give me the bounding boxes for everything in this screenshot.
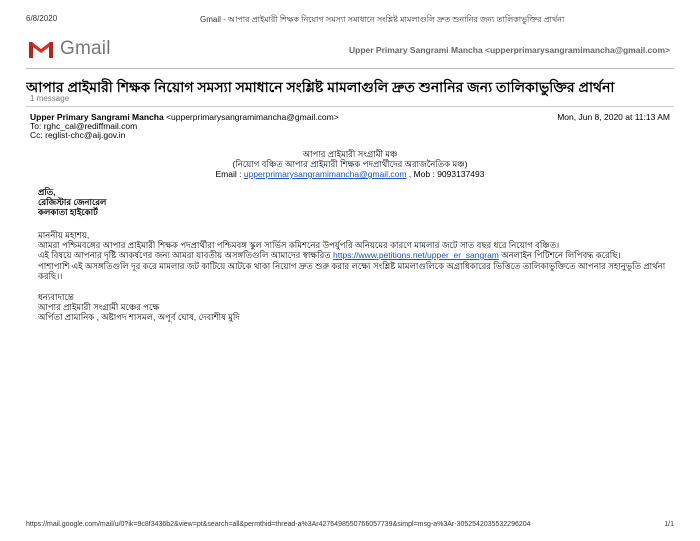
recipient-to: To: rghc_cal@rediffmail.com [30,121,138,131]
org-name: আপার প্রাইমারী সংগ্রামী মঞ্চ [302,149,398,159]
header-divider [26,68,674,69]
account-label: Upper Primary Sangrami Mancha <upperprimarysangramimancha@gmail.com> [348,45,670,55]
recipient-line-1: প্রতি, [38,187,56,197]
gmail-wordmark: Gmail [60,38,111,59]
closing-org: আপার প্রাইমারী সংগ্রামী মঞ্চের পক্ষে [38,302,160,312]
body-line-2-text: এই বিষয়ে আপনার দৃষ্টি আকর্ষণের জন্য আমরা যাবতীয় অসঙ্গতিগুলি আমাদের স্বাক্ষরিত [38,250,334,260]
recipient-line-3: কলকাতা হাইকোর্ট [38,207,98,217]
email-subject: আপার প্রাইমারী শিক্ষক নিয়োগ সমস্যা সমাধানে সংশ্লিষ্ট মামলাগুলি দ্রুত শুনানির জন্য তালিকাভুক্তির প্রার্থনা [26,79,615,95]
org-subtitle: (নিয়োগ বঞ্চিত আপার প্রাইমারী শিক্ষক পদপ্রার্থীদের অরাজনৈতিক মঞ্চ) [232,159,468,169]
org-email-link[interactable]: upperprimarysangramimancha@gmail.com [243,169,407,179]
gmail-logo[interactable] [28,38,111,60]
petition-link[interactable]: https://www.petitions.net/upper_er_sangram [333,250,499,260]
org-mobile: , Mob : 9093137493 [406,169,485,179]
closing-signatories: অর্পিতা প্রামানিক , অষ্টাপদ শাসমল, অপূর্ব ঘোষ, দেবাশীষ মুদি [38,312,240,322]
sender-email: <upperprimarysangramimancha@gmail.com> [166,112,339,122]
salutation: মাননীয় মহাশয়, [38,230,90,240]
print-footer-url: https://mail.google.com/mail/u/0?ik=9c8f3436b2&view=pt&search=all&permthid=thread-a%3Ar4276498550766057739&simpl=msg-a%3Ar-3052542035532296204 [26,521,531,528]
body-line-3: পাশাপাশি এই অসঙ্গতিগুলি দূর করে মামলার জট কাটিয়ে আটকে থাকা নিয়োগ দ্রুত শুরু করার লক্ষ্যে সংশ্লিষ্ট মামলাগুলিকে অগ্রাধিকারের ভিত্তিতে তালিকাভুক্তিতে আপনার সহানুভূতি প্রার্থনা [38,261,666,271]
gmail-envelope-icon [28,39,54,59]
body-line-1: আমরা পশ্চিমবঙ্গের আপার প্রাইমারী শিক্ষক পদপ্রার্থীরা পশ্চিমবঙ্গ স্কুল সার্ভিস কমিশনের উপর্যুপরি অনিয়মের কারণে মামলার জটে সাত বছর ধরে নিয়োগ বঞ্চিত। [38,240,560,250]
recipient-line-2: রেজিস্টার জেনারেল [38,197,107,207]
subject-divider [26,106,674,107]
message-count: 1 message [30,94,70,103]
recipient-cc: Cc: reglist-chc@aij.gov.in [30,130,126,140]
print-date: 6/8/2020 [26,14,58,23]
body-line-4: করছি।। [38,271,63,281]
print-page-number: 1/1 [664,521,674,528]
print-title: Gmail - আপার প্রাইমারী শিক্ষক নিয়োগ সমস্যা সমাধানে সংশ্লিষ্ট মামলাগুলি দ্রুত শুনানির জন্য তালিকাভুক্তির প্রার্থনা [200,15,565,24]
body-line-2-tail: অনলাইন পিটিশনে লিপিবদ্ধ করেছি। [498,250,621,260]
sender-name: Upper Primary Sangrami Mancha [30,112,164,122]
closing-thanks: ধন্যবাদান্তে [38,292,74,302]
org-contact [0,169,700,179]
message-date: Mon, Jun 8, 2020 at 11:13 AM [557,112,670,122]
org-email-label: Email : [215,169,244,179]
